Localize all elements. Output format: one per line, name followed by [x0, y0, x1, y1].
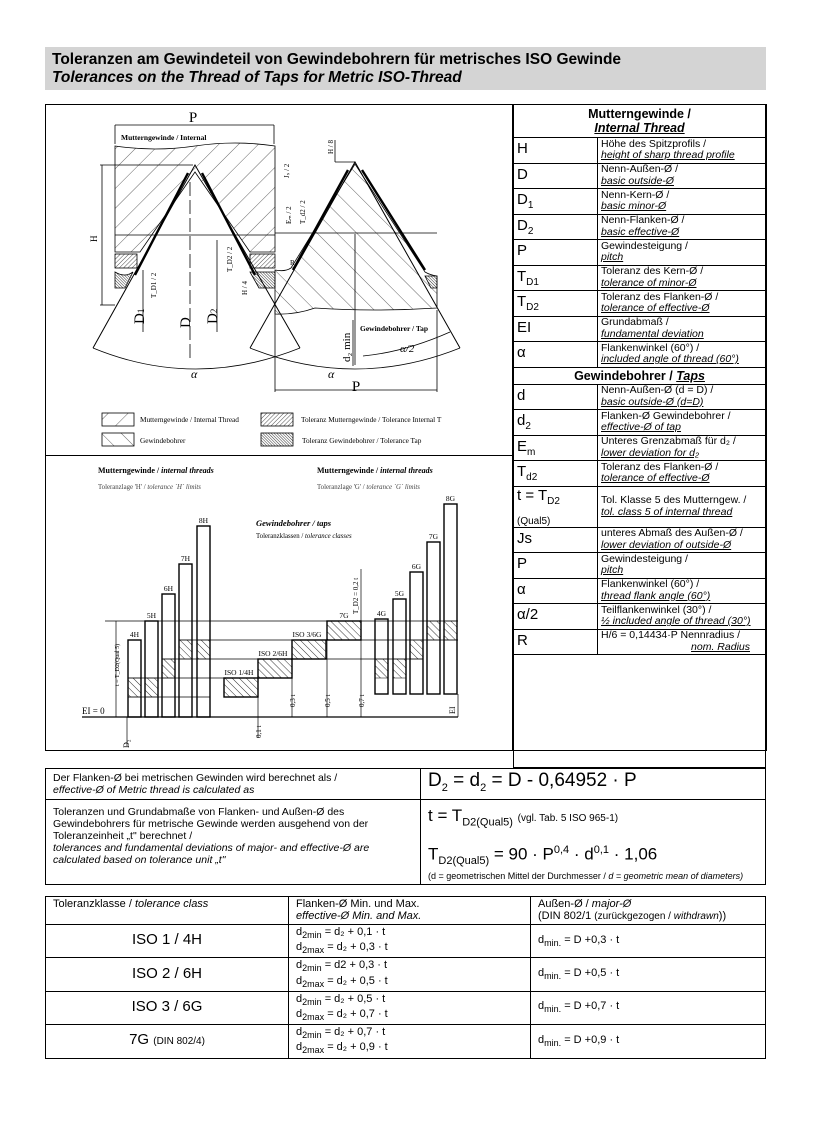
description-english: effective-Ø of Metric thread is calculated as — [53, 784, 255, 796]
symbol-row — [514, 486, 766, 527]
td2-label: T_D2 = 0,2 t — [352, 577, 360, 614]
symbol: $E_m$ — [514, 435, 598, 461]
symbol-description: Teilflankenwinkel (30°) / ½ included angle of thread (30°) — [598, 604, 766, 630]
symbol: $T_{D2}$ — [514, 291, 598, 317]
class-label: 6H — [163, 584, 174, 593]
taps-title: Gewindebohrer / taps — [256, 518, 332, 528]
symbol-description: Gewindesteigung / pitch — [598, 240, 766, 266]
tolerance-bar-g — [410, 572, 423, 694]
symbol: $T_{d2}$ — [514, 461, 598, 487]
tolerance-hatch — [128, 678, 141, 697]
formula-box — [45, 768, 766, 885]
symbol-row — [514, 384, 766, 410]
heading-german: Mutterngewinde / — [588, 107, 691, 121]
heading-english: Internal Thread — [594, 121, 685, 135]
g-subtitle: Toleranzlage 'G' / tolerance `G` limits — [317, 484, 420, 491]
td2-tap-label: T_d2 / 2 — [299, 200, 307, 224]
tap-tolerance-step — [327, 621, 361, 640]
taps-subtitle: Toleranzklassen / tolerance classes — [256, 533, 352, 540]
table-header — [46, 897, 766, 925]
symbol: d — [514, 384, 598, 410]
symbol-row — [514, 138, 766, 164]
section-heading-cell — [514, 105, 766, 138]
symbol-row — [514, 578, 766, 604]
symbol: α — [514, 578, 598, 604]
symbol-description: Nenn-Außen-Ø (d = D) / basic outside-Ø (d=D) — [598, 384, 766, 410]
major-diameter-limit: $d_{min.} = D +0,5 \cdot t$ — [531, 958, 766, 991]
table-row — [46, 925, 766, 958]
symbol-description: unteres Abmaß des Außen-Ø / lower deviation of outside-Ø — [598, 527, 766, 553]
tap-tolerance-step — [258, 659, 292, 678]
class-label: 8G — [445, 494, 456, 503]
ei-label: EI — [448, 706, 457, 714]
tolerance-bar-h — [145, 621, 158, 717]
symbol: H — [514, 138, 598, 164]
symbol-row — [514, 316, 766, 342]
tap-class-label: ISO 2/6H — [258, 649, 288, 658]
column-header: Außen-Ø / major-Ø (DIN 802/1 (zurückgezogen / withdrawn)) — [531, 897, 766, 925]
symbol: α/2 — [514, 604, 598, 630]
tolerance-class: ISO 3 / 6G — [46, 991, 289, 1024]
tolerance-hatch — [145, 678, 158, 697]
table-row — [46, 991, 766, 1024]
h-label: H — [89, 235, 99, 242]
symbol: P — [514, 240, 598, 266]
tap-class-label: ISO 3/6G — [292, 630, 322, 639]
d2-label: D2 — [205, 308, 221, 324]
symbol-row — [514, 553, 766, 579]
internal-thread-label: Mutterngewinde / Internal — [121, 133, 207, 142]
h4-label: H / 4 — [241, 281, 249, 295]
section-heading-cell — [514, 367, 766, 384]
t-label: t = T_D2(Qual 5) — [115, 643, 121, 686]
formula-description — [46, 769, 421, 800]
symbol-row — [514, 604, 766, 630]
tap-label: Gewindebohrer / Tap — [360, 324, 429, 333]
tolerance-class: 7G (DIN 802/4) — [46, 1025, 289, 1058]
em2-label: Eₘ / 2 — [285, 206, 293, 224]
symbol: $d_2$ — [514, 410, 598, 436]
symbol-row — [514, 240, 766, 266]
tolerance-unit-formula: $t = T_{D2(Qual5)}$ (vgl. Tab. 5 ISO 965-1) — [428, 806, 619, 829]
offset-label: 0,1 t — [255, 725, 263, 738]
symbol-row — [514, 163, 766, 189]
g-title: Mutterngewinde / internal threads — [317, 466, 433, 475]
d2min-label: d₂ min — [341, 332, 353, 362]
section-heading — [514, 105, 766, 138]
formula-description — [46, 800, 421, 885]
symbol-description: Flanken-Ø Gewindebohrer / effective-Ø of tap — [598, 410, 766, 436]
tolerance-bar-h — [197, 526, 210, 717]
class-label: 4H — [129, 630, 140, 639]
d1-label: D1 — [132, 308, 148, 324]
symbol-description: Flankenwinkel (60°) / included angle of thread (60°) — [598, 342, 766, 368]
class-label: 7H — [180, 554, 191, 563]
class-label: 7G — [428, 532, 439, 541]
symbol-description: Nenn-Flanken-Ø / basic effective-Ø — [598, 214, 766, 240]
symbol: R — [514, 629, 598, 655]
tolerance-hatch — [162, 659, 175, 678]
d-label: D — [178, 317, 194, 328]
symbol-row — [514, 461, 766, 487]
symbol-description: Unteres Grenzabmaß für d₂ / lower deviation for d₂ — [598, 435, 766, 461]
tolerance-hatch — [444, 621, 457, 640]
symbol-description: Toleranz des Flanken-Ø / tolerance of effective-Ø — [598, 291, 766, 317]
td1-label: T_D1 / 2 — [150, 272, 158, 298]
symbol: $D_1$ — [514, 189, 598, 215]
effective-diameter-limits: $d_{2min} = d_2 + 0,1 \cdot t$ $d_{2max} = d_2 + 0,3 \cdot t$ — [289, 925, 531, 958]
symbol: Js — [514, 527, 598, 553]
offset-label: 0,5 t — [324, 694, 332, 707]
symbol: α — [514, 342, 598, 368]
symbol-description: Nenn-Kern-Ø / basic minor-Ø — [598, 189, 766, 215]
empty-cell — [514, 655, 766, 768]
tolerance-hatch — [375, 659, 388, 678]
h-title: Mutterngewinde / internal threads — [98, 466, 214, 475]
tolerance-position-diagram — [45, 456, 512, 749]
class-label: 8H — [198, 516, 209, 525]
symbol-row — [514, 214, 766, 240]
effective-diameter-limits: $d_{2min} = d2 + 0,3 \cdot t$ $d_{2max} = d_2 + 0,5 \cdot t$ — [289, 958, 531, 991]
pitch-label: P — [188, 110, 198, 126]
symbol-description: Höhe des Spitzprofils / height of sharp thread profile — [598, 138, 766, 164]
column-header: Flanken-Ø Min. und Max. effective-Ø Min. and Max. — [289, 897, 531, 925]
empty-row — [514, 655, 766, 768]
tolerance-bar-g — [375, 619, 388, 694]
title-english: Tolerances on the Thread of Taps for Metric ISO-Thread — [52, 69, 462, 86]
effective-diameter-limits: $d_{2min} = d_2 + 0,5 \cdot t$ $d_{2max} = d_2 + 0,7 \cdot t$ — [289, 991, 531, 1024]
symbol-row — [514, 435, 766, 461]
tolerance-hatch — [427, 621, 440, 640]
symbol-description: Gewindesteigung / pitch — [598, 553, 766, 579]
tolerance-bar-g — [393, 599, 406, 694]
tap-class-label: ISO 1/4H — [224, 668, 254, 677]
symbol-legend-table — [513, 104, 766, 768]
tolerance-class: ISO 2 / 6H — [46, 958, 289, 991]
legend-tap: Gewindebohrer — [140, 436, 186, 445]
symbol: $T_{D1}$ — [514, 265, 598, 291]
symbol-row — [514, 629, 766, 655]
symbol-row — [514, 189, 766, 215]
td2-formula: $T_{D2(Qual5)} = 90 \cdot P^{0,4} \cdot d^{0,1} \cdot 1,06$ — [428, 844, 658, 868]
tolerance-class: ISO 1 / 4H — [46, 925, 289, 958]
symbol: $D_2$ — [514, 214, 598, 240]
tolerance-hatch — [179, 640, 192, 659]
major-diameter-limit: $d_{min.} = D +0,7 \cdot t$ — [531, 991, 766, 1024]
symbol: P — [514, 553, 598, 579]
description-english: tolerances and fundamental deviations of major- and effective-Ø are calculated based on tolerance unit „t" — [53, 842, 370, 866]
tolerance-hatch — [393, 659, 406, 678]
symbol-description: Toleranz des Kern-Ø / tolerance of minor-Ø — [598, 265, 766, 291]
offset-label: 0,7 t — [358, 694, 366, 707]
pitch-label: P — [351, 379, 361, 395]
symbol-row — [514, 527, 766, 553]
section-heading — [514, 367, 766, 384]
d2-label: D₂ — [122, 739, 131, 748]
legend-internal-thread: Mutterngewinde / Internal Thread — [140, 415, 239, 424]
tolerance-hatch — [197, 640, 210, 659]
class-label: 5H — [146, 611, 157, 620]
symbol-description: Grundabmaß / fundamental deviation — [598, 316, 766, 342]
document-header — [45, 47, 766, 90]
symbol-description: Toleranz des Flanken-Ø / tolerance of effective-Ø — [598, 461, 766, 487]
tolerance-class-table — [45, 896, 766, 1059]
ei-zero-label: EI = 0 — [82, 706, 105, 716]
symbol: $t = T_{D2 (Qual5)}$ — [514, 486, 598, 527]
major-diameter-limit: $d_{min.} = D +0,9 \cdot t$ — [531, 1025, 766, 1058]
symbol: D — [514, 163, 598, 189]
effective-diameter-formula: $D_2 = d_2 = D - 0,64952 \cdot P$ — [421, 769, 766, 800]
alpha-half-label: α/2 — [400, 343, 415, 355]
symbol-description: Flankenwinkel (60°) / thread flank angle (60°) — [598, 578, 766, 604]
class-label: 4G — [376, 609, 387, 618]
alpha-label: α — [328, 367, 335, 381]
effective-diameter-limits: $d_{2min} = d_2 + 0,7 \cdot t$ $d_{2max} = d_2 + 0,9 \cdot t$ — [289, 1025, 531, 1058]
offset-label: 0,3 t — [289, 694, 297, 707]
td2-label: T_D2 / 2 — [226, 246, 234, 272]
legend-tolerance-tap: Toleranz Gewindebohrer / Tolerance Tap — [302, 436, 422, 445]
table-row — [46, 1025, 766, 1058]
h-subtitle: Toleranzlage 'H' / tolerance `H` limits — [98, 484, 201, 491]
heading-german: Gewindebohrer / — [574, 368, 673, 383]
symbol-row — [514, 291, 766, 317]
symbol-description: Nenn-Außen-Ø / basic outside-Ø — [598, 163, 766, 189]
formula-note: (d = geometrischen Mittel der Durchmesser / d = geometric mean of diameters) — [428, 871, 744, 882]
tolerance-bar-g — [444, 504, 457, 694]
symbol: EI — [514, 316, 598, 342]
heading-english: Taps — [676, 368, 705, 383]
description-german: Der Flanken-Ø bei metrischen Gewinden wird berechnet als / — [53, 772, 338, 784]
symbol-row — [514, 342, 766, 368]
alpha-label: α — [191, 367, 198, 381]
thread-profile-diagram — [45, 100, 513, 455]
table-row — [46, 958, 766, 991]
column-header: Toleranzklasse / tolerance class — [46, 897, 289, 925]
h8-label: H / 8 — [327, 140, 335, 154]
title-german: Toleranzen am Gewindeteil von Gewindebohrern für metrisches ISO Gewinde — [52, 51, 622, 68]
tolerance-hatch — [410, 640, 423, 659]
tap-tolerance-step — [292, 640, 326, 659]
tolerance-bar-g — [427, 542, 440, 694]
symbol-description: H/6 = 0,14434·P Nennradius / nom. Radius — [598, 629, 766, 655]
radius-label: R — [290, 259, 295, 267]
class-label: 5G — [394, 589, 405, 598]
class-label: 6G — [411, 562, 422, 571]
description-german: Toleranzen und Grundabmaße von Flanken- und Außen-Ø des Gewindebohrers für metrische Gewinde werden ausgehend von der Toleranzeinheit „t" berechnet / — [53, 806, 369, 842]
major-diameter-limit: $d_{min.} = D +0,3 \cdot t$ — [531, 925, 766, 958]
legend-tolerance-internal: Toleranz Mutterngewinde / Tolerance Internal T — [301, 415, 442, 424]
tap-tolerance-step — [224, 678, 258, 697]
tolerance-unit-formulas — [421, 800, 766, 885]
tolerance-bar-h — [162, 594, 175, 717]
symbol-description: Tol. Klasse 5 des Mutterngew. / tol. class 5 of internal thread — [598, 486, 766, 527]
symbol-row — [514, 410, 766, 436]
js2-label: Jₛ / 2 — [283, 163, 291, 178]
tap-class-label: 7G — [339, 611, 349, 620]
symbol-row — [514, 265, 766, 291]
